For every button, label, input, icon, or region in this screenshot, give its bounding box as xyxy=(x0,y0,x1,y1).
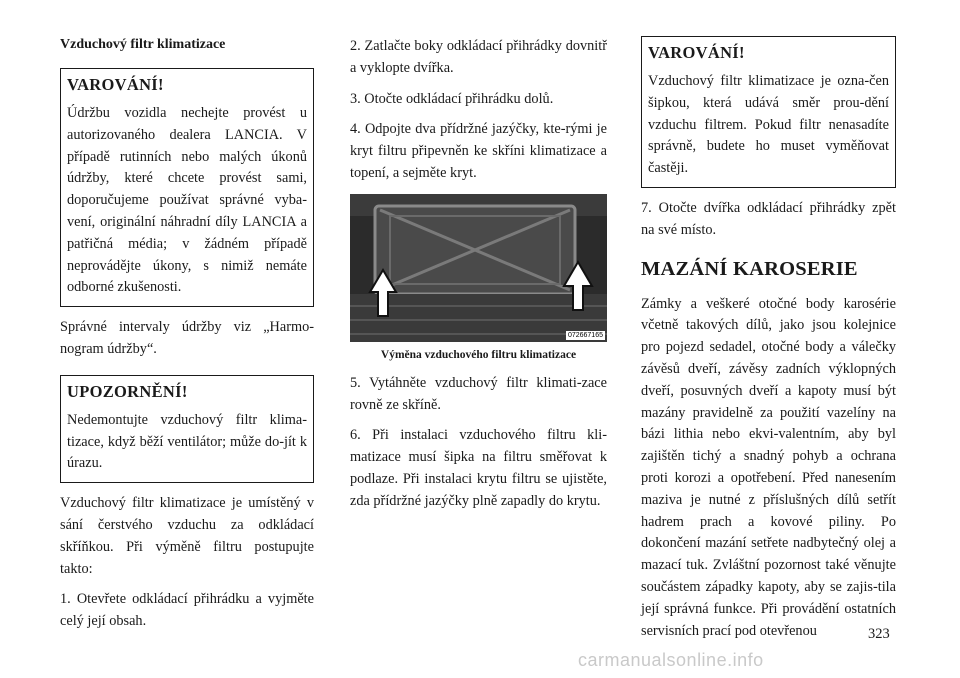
caution-title: UPOZORNĚNÍ! xyxy=(67,381,188,401)
watermark: carmanualsonline.info xyxy=(578,650,764,670)
step-4: 4. Odpojte dva přídržné jazýčky, kte-rými je kryt filtru připevněn ke skříni klimatizace a topení, a sejměte kryt. xyxy=(350,121,607,181)
body-lubrication-heading: MAZÁNÍ KAROSERIE xyxy=(641,257,858,280)
step-3: 3. Otočte odkládací přihrádku dolů. xyxy=(350,90,554,107)
step-5: 5. Vytáhněte vzduchový filtr klimati-zace rovně ze skříně. xyxy=(350,374,607,413)
caution-box xyxy=(60,375,314,483)
filter-photo xyxy=(350,194,607,342)
warning-box-filter xyxy=(641,36,896,188)
paragraph-lubrication: Zámky a veškeré otočné body karosérie včetně takových dílů, jako jsou kolejnice pro pojezd sedadel, otočné body a válečky závěsů dveří, závěsy zadních výklopných dveří, posuvných dveří a kapoty musí být mazány pravidelně za použití vazelíny na bázi lithia nebo ekvi-valentním, aby byl zajištěn tichý a snadný pohyb a ochrana proti korozi a opotřebení. Před nanesením maziva je nutné z příslušných dílů setřít hadrem prach a kovové piliny. Po dokončení mazání setřete nadbytečný olej a mazací tuk. Zvláštní pozornost také věnujte součástem západky kapoty, aby se zajis-tila její správná funkce. Při provádění ostatních servisních prací pod otevřenou xyxy=(641,295,896,639)
step-1: 1. Otevřete odkládací přihrádku a vyjměte celý její obsah. xyxy=(60,591,314,630)
section-heading: Vzduchový filtr klimatizace xyxy=(60,37,226,52)
warning-title: VAROVÁNÍ! xyxy=(648,43,745,62)
figure-id: 072667165 xyxy=(567,331,603,339)
left-column xyxy=(60,36,314,642)
figure-caption: Výměna vzduchového filtru klimatizace xyxy=(380,348,577,361)
step-6: 6. Při instalaci vzduchového filtru kli-matizace musí šipka na filtru směřovat k podlaze. Při instalaci krytu filtru se ujistěte, zda přídržné jazýčky plně zapadly do krytu. xyxy=(350,427,607,509)
middle-column xyxy=(350,36,607,522)
warning-text: Vzduchový filtr klimatizace je ozna-čen šipkou, která udává směr prou-dění vzduchu filtrem. Pokud filtr nenasadíte správně, budete ho muset vyměňovat častěji. xyxy=(648,73,889,177)
paragraph-location: Vzduchový filtr klimatizace je umístěný v sání čerstvého vzduchu za odkládací skříňkou. Při výměně filtru postupujte takto: xyxy=(60,495,314,577)
right-column xyxy=(641,36,896,651)
warning-text: Údržbu vozidla nechejte provést u autorizovaného dealera LANCIA. V případě rutinních nebo malých úkonů údržby, které chcete provést sami, doporučujeme používat správné vyba-vení, originální náhradní díly LANCIA a patřičná média; v žádném případě neprovádějte úkony, s nimiž nemáte odborné zkušenosti. xyxy=(67,105,307,296)
caution-text: Nedemontujte vzduchový filtr klima-tizace, když běží ventilátor; může do-jít k úrazu. xyxy=(67,411,307,472)
warning-title: VAROVÁNÍ! xyxy=(67,75,164,94)
warning-box xyxy=(60,68,314,307)
step-2: 2. Zatlačte boky odkládací přihrádky dovnitř a vyklopte dvířka. xyxy=(350,38,607,76)
filter-photo-illustration xyxy=(350,194,607,342)
paragraph-intervals: Správné intervaly údržby viz „Harmo-nogram údržby“. xyxy=(60,319,314,357)
step-7: 7. Otočte dvířka odkládací přihrádky zpět na své místo. xyxy=(641,199,896,238)
page-number: 323 xyxy=(868,626,890,642)
